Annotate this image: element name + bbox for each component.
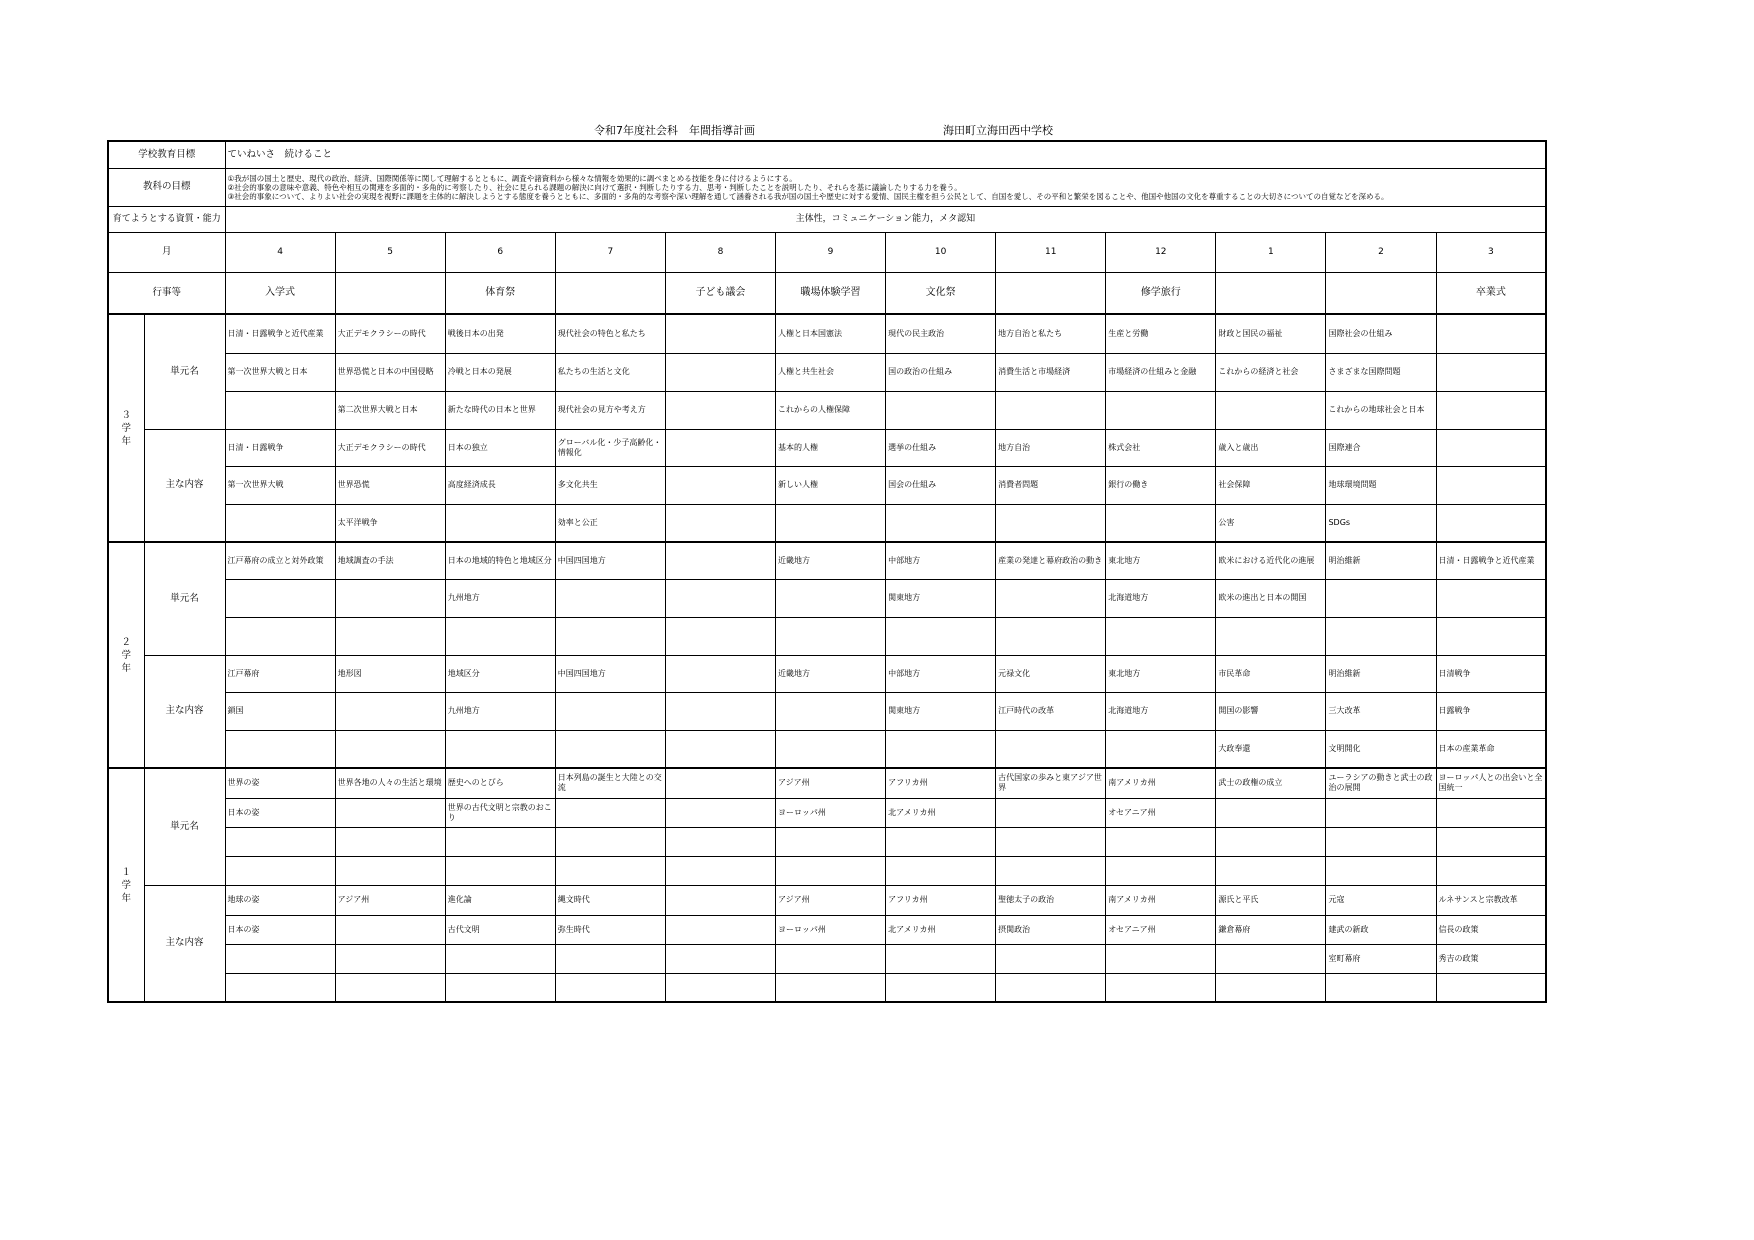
unit-cell: 現代社会の特色と私たち <box>555 314 665 353</box>
unit-cell: 欧米の進出と日本の開国 <box>1216 579 1326 617</box>
unit-cell: ヨーロッパ人との出会いと全国統一 <box>1436 768 1546 798</box>
content-cell <box>665 429 775 466</box>
unit-cell <box>335 798 445 827</box>
unit-cell: 世界各地の人々の生活と環境 <box>335 768 445 798</box>
content-cell: 三大改革 <box>1326 692 1436 730</box>
ability-value: 主体性，コミュニケーション能力，メタ認知 <box>225 206 1546 232</box>
content-cell: 元寇 <box>1326 885 1436 915</box>
content-cell: 効率と公正 <box>555 504 665 542</box>
unit-cell: 北アメリカ州 <box>886 798 996 827</box>
content-cell: 国際連合 <box>1326 429 1436 466</box>
unit-cell <box>775 579 885 617</box>
content-cell: 社会保障 <box>1216 466 1326 504</box>
content-cell: 日清・日露戦争 <box>225 429 335 466</box>
unit-cell: 私たちの生活と文化 <box>555 353 665 391</box>
content-cell <box>1326 973 1436 1002</box>
content-cell: 中部地方 <box>886 655 996 692</box>
content-cell: 日本の産業革命 <box>1436 730 1546 768</box>
content-cell <box>445 973 555 1002</box>
content-cell <box>335 730 445 768</box>
unit-cell <box>1436 827 1546 856</box>
unit-cell <box>445 617 555 655</box>
events-label: 行事等 <box>108 272 225 314</box>
content-cell: 北海道地方 <box>1106 692 1216 730</box>
content-cell: 銀行の働き <box>1106 466 1216 504</box>
month-12: 3 <box>1436 232 1546 272</box>
unit-cell <box>775 827 885 856</box>
unit-cell <box>775 856 885 885</box>
unit-cell <box>1326 617 1436 655</box>
content-label: 主な内容 <box>144 429 225 542</box>
month-1: 4 <box>225 232 335 272</box>
event-cell <box>1326 272 1436 314</box>
content-cell: 室町幕府 <box>1326 944 1436 973</box>
subject-goal-label: 教科の目標 <box>108 168 225 206</box>
content-cell: 地域区分 <box>445 655 555 692</box>
month-6: 9 <box>775 232 885 272</box>
unit-cell <box>665 314 775 353</box>
unit-cell: 世界の姿 <box>225 768 335 798</box>
content-cell <box>665 466 775 504</box>
content-cell: 源氏と平氏 <box>1216 885 1326 915</box>
unit-cell <box>665 856 775 885</box>
unit-label: 単元名 <box>144 768 225 885</box>
event-cell: 子ども議会 <box>665 272 775 314</box>
unit-cell: 人権と共生社会 <box>775 353 885 391</box>
unit-cell: 日清・日露戦争と近代産業 <box>225 314 335 353</box>
unit-cell <box>225 617 335 655</box>
unit-cell: これからの人権保障 <box>775 391 885 429</box>
grade-label-text: １ 学 年 <box>121 866 131 904</box>
content-cell: ヨーロッパ州 <box>775 915 885 944</box>
content-cell <box>665 504 775 542</box>
content-cell <box>665 885 775 915</box>
content-cell: 明治維新 <box>1326 655 1436 692</box>
unit-cell <box>1106 617 1216 655</box>
content-cell <box>665 915 775 944</box>
content-cell: 文明開化 <box>1326 730 1436 768</box>
unit-cell <box>996 579 1106 617</box>
unit-cell: 消費生活と市場経済 <box>996 353 1106 391</box>
month-3: 6 <box>445 232 555 272</box>
unit-cell <box>1326 856 1436 885</box>
content-cell <box>775 504 885 542</box>
unit-cell: アフリカ州 <box>886 768 996 798</box>
content-cell: 元禄文化 <box>996 655 1106 692</box>
unit-cell <box>996 391 1106 429</box>
unit-cell: アジア州 <box>775 768 885 798</box>
month-8: 11 <box>996 232 1106 272</box>
content-cell: グローバル化・少子高齢化・情報化 <box>555 429 665 466</box>
content-cell <box>1216 973 1326 1002</box>
event-cell <box>1216 272 1326 314</box>
content-cell <box>555 944 665 973</box>
ability-label: 育てようとする資質・能力 <box>108 206 225 232</box>
content-label: 主な内容 <box>144 885 225 1002</box>
unit-cell: 江戸幕府の成立と対外政策 <box>225 542 335 579</box>
unit-cell: 第二次世界大戦と日本 <box>335 391 445 429</box>
unit-label: 単元名 <box>144 542 225 655</box>
subject-goal-3: ③社会的事象について、よりよい社会の実現を視野に課題を主体的に解決しようとする態度を養うとともに、多面的・多角的な考察や深い理解を通して涵養される我が国の国土や歴史に対する愛情、国民主権を担う公民として、自国を愛し、その平和と繁栄を図ることや、他国や他国の文化を尊重することの大切さについての自覚などを深める。 <box>227 191 1389 201</box>
unit-cell <box>1326 579 1436 617</box>
content-cell <box>665 973 775 1002</box>
content-cell <box>225 730 335 768</box>
month-label: 月 <box>108 232 225 272</box>
unit-cell <box>335 856 445 885</box>
content-cell <box>665 692 775 730</box>
content-cell: 地球環境問題 <box>1326 466 1436 504</box>
content-cell <box>886 504 996 542</box>
content-cell: 信長の政策 <box>1436 915 1546 944</box>
unit-cell <box>1216 856 1326 885</box>
event-cell: 修学旅行 <box>1106 272 1216 314</box>
unit-cell: 日清・日露戦争と近代産業 <box>1436 542 1546 579</box>
subject-goal-1: ①我が国の国土と歴史、現代の政治、経済、国際関係等に関して理解するとともに、調査や諸資料から様々な情報を効果的に調べまとめる技能を身に付けるようにする。 <box>227 173 797 183</box>
unit-cell <box>1326 798 1436 827</box>
unit-cell <box>1216 827 1326 856</box>
school-goal-label: 学校教育目標 <box>108 141 225 168</box>
unit-cell <box>1326 827 1436 856</box>
unit-cell <box>775 617 885 655</box>
unit-cell: 戦後日本の出発 <box>445 314 555 353</box>
content-cell <box>1106 973 1216 1002</box>
content-cell: 国会の仕組み <box>886 466 996 504</box>
unit-cell <box>886 827 996 856</box>
content-cell <box>445 730 555 768</box>
unit-cell <box>1436 617 1546 655</box>
content-cell: 地形図 <box>335 655 445 692</box>
month-10: 1 <box>1216 232 1326 272</box>
content-cell <box>775 944 885 973</box>
content-cell: 建武の新政 <box>1326 915 1436 944</box>
event-cell: 卒業式 <box>1436 272 1546 314</box>
unit-cell: 人権と日本国憲法 <box>775 314 885 353</box>
content-cell: 秀吉の政策 <box>1436 944 1546 973</box>
content-cell: 鎌倉幕府 <box>1216 915 1326 944</box>
content-cell: アジア州 <box>775 885 885 915</box>
unit-cell: 東北地方 <box>1106 542 1216 579</box>
content-cell: アフリカ州 <box>886 885 996 915</box>
unit-cell <box>996 856 1106 885</box>
content-cell <box>335 915 445 944</box>
content-cell <box>1436 504 1546 542</box>
unit-cell: 財政と国民の福祉 <box>1216 314 1326 353</box>
event-cell <box>555 272 665 314</box>
content-cell: 選挙の仕組み <box>886 429 996 466</box>
unit-cell <box>1436 353 1546 391</box>
content-cell: 開国の影響 <box>1216 692 1326 730</box>
content-cell <box>665 730 775 768</box>
content-cell: 株式会社 <box>1106 429 1216 466</box>
content-cell: 日露戦争 <box>1436 692 1546 730</box>
event-cell <box>996 272 1106 314</box>
event-cell: 入学式 <box>225 272 335 314</box>
unit-cell: 北海道地方 <box>1106 579 1216 617</box>
unit-cell <box>665 353 775 391</box>
unit-cell: 世界の古代文明と宗教のおこり <box>445 798 555 827</box>
unit-cell <box>665 798 775 827</box>
unit-cell <box>555 579 665 617</box>
content-cell <box>1436 466 1546 504</box>
unit-cell <box>445 827 555 856</box>
unit-cell: 武士の政権の成立 <box>1216 768 1326 798</box>
unit-cell <box>335 617 445 655</box>
event-cell: 体育祭 <box>445 272 555 314</box>
content-cell: 日本の独立 <box>445 429 555 466</box>
content-cell <box>1216 944 1326 973</box>
unit-cell: 第一次世界大戦と日本 <box>225 353 335 391</box>
content-cell <box>775 730 885 768</box>
content-cell <box>1436 429 1546 466</box>
content-cell: 消費者問題 <box>996 466 1106 504</box>
unit-cell <box>1436 798 1546 827</box>
unit-cell: 国の政治の仕組み <box>886 353 996 391</box>
unit-cell <box>445 856 555 885</box>
unit-cell: 中国四国地方 <box>555 542 665 579</box>
unit-cell: 日本列島の誕生と大陸との交流 <box>555 768 665 798</box>
unit-cell: 新たな時代の日本と世界 <box>445 391 555 429</box>
school-goal-value: ていねいさ 続けること <box>225 141 1546 168</box>
month-11: 2 <box>1326 232 1436 272</box>
unit-cell <box>1436 856 1546 885</box>
unit-cell: 生産と労働 <box>1106 314 1216 353</box>
unit-cell <box>335 579 445 617</box>
content-cell <box>225 504 335 542</box>
unit-cell: 歴史へのとびら <box>445 768 555 798</box>
unit-cell <box>665 579 775 617</box>
content-cell <box>555 730 665 768</box>
unit-cell: 地方自治と私たち <box>996 314 1106 353</box>
unit-cell <box>225 856 335 885</box>
unit-cell: ユーラシアの動きと武士の政治の展開 <box>1326 768 1436 798</box>
unit-cell <box>886 856 996 885</box>
month-9: 12 <box>1106 232 1216 272</box>
unit-cell: 地域調査の手法 <box>335 542 445 579</box>
content-cell: オセアニア州 <box>1106 915 1216 944</box>
unit-cell <box>225 827 335 856</box>
content-cell <box>335 973 445 1002</box>
month-7: 10 <box>886 232 996 272</box>
unit-cell <box>886 391 996 429</box>
content-cell: 高度経済成長 <box>445 466 555 504</box>
unit-cell: これからの地球社会と日本 <box>1326 391 1436 429</box>
content-cell <box>665 944 775 973</box>
unit-cell <box>555 827 665 856</box>
unit-cell <box>555 856 665 885</box>
unit-cell: 近畿地方 <box>775 542 885 579</box>
unit-cell: 明治維新 <box>1326 542 1436 579</box>
content-cell <box>1106 730 1216 768</box>
unit-cell: 南アメリカ州 <box>1106 768 1216 798</box>
month-2: 5 <box>335 232 445 272</box>
unit-cell <box>1436 314 1546 353</box>
unit-cell: 大正デモクラシーの時代 <box>335 314 445 353</box>
unit-cell: ヨーロッパ州 <box>775 798 885 827</box>
unit-cell <box>1216 391 1326 429</box>
unit-cell <box>886 617 996 655</box>
content-cell: アジア州 <box>335 885 445 915</box>
content-cell: 南アメリカ州 <box>1106 885 1216 915</box>
subject-goals <box>225 168 1546 206</box>
content-cell: 古代文明 <box>445 915 555 944</box>
content-cell: 日清戦争 <box>1436 655 1546 692</box>
month-5: 8 <box>665 232 775 272</box>
content-cell: 地球の姿 <box>225 885 335 915</box>
grade-label-text: ２ 学 年 <box>121 636 131 674</box>
content-cell <box>225 973 335 1002</box>
content-cell <box>775 692 885 730</box>
unit-cell <box>1106 827 1216 856</box>
content-cell: 近畿地方 <box>775 655 885 692</box>
unit-cell <box>225 391 335 429</box>
content-cell: 第一次世界大戦 <box>225 466 335 504</box>
content-cell: 縄文時代 <box>555 885 665 915</box>
unit-cell <box>225 579 335 617</box>
unit-cell <box>1216 617 1326 655</box>
grade-label-3 <box>108 768 144 1002</box>
content-cell <box>665 655 775 692</box>
content-cell: 江戸幕府 <box>225 655 335 692</box>
content-cell <box>1106 944 1216 973</box>
content-cell <box>886 730 996 768</box>
content-cell: 中国四国地方 <box>555 655 665 692</box>
unit-cell <box>555 617 665 655</box>
page-title: 令和7年度社会科 年間指導計画 <box>594 124 755 137</box>
content-cell <box>1436 973 1546 1002</box>
content-cell: 進化論 <box>445 885 555 915</box>
unit-cell <box>996 798 1106 827</box>
content-cell: 地方自治 <box>996 429 1106 466</box>
content-cell <box>555 973 665 1002</box>
content-cell: 新しい人権 <box>775 466 885 504</box>
content-cell: 北アメリカ州 <box>886 915 996 944</box>
plan-table <box>107 140 1547 1003</box>
grade-label-text: ３ 学 年 <box>121 409 131 447</box>
unit-cell: 世界恐慌と日本の中国侵略 <box>335 353 445 391</box>
unit-cell <box>996 617 1106 655</box>
content-cell: 基本的人権 <box>775 429 885 466</box>
unit-cell <box>665 542 775 579</box>
content-cell: 弥生時代 <box>555 915 665 944</box>
content-cell: 公害 <box>1216 504 1326 542</box>
unit-cell: 現代社会の見方や考え方 <box>555 391 665 429</box>
unit-cell <box>1216 798 1326 827</box>
unit-cell: 古代国家の歩みと東アジア世界 <box>996 768 1106 798</box>
content-cell: 市民革命 <box>1216 655 1326 692</box>
content-cell: 聖徳太子の政治 <box>996 885 1106 915</box>
unit-cell <box>1106 391 1216 429</box>
month-4: 7 <box>555 232 665 272</box>
grade-label-1 <box>108 314 144 542</box>
content-cell: 日本の姿 <box>225 915 335 944</box>
content-cell <box>996 973 1106 1002</box>
content-cell <box>1106 504 1216 542</box>
unit-cell: これからの経済と社会 <box>1216 353 1326 391</box>
unit-cell <box>665 617 775 655</box>
content-cell <box>996 944 1106 973</box>
unit-cell <box>665 827 775 856</box>
unit-cell: 欧米における近代化の進展 <box>1216 542 1326 579</box>
unit-cell <box>665 391 775 429</box>
unit-cell: 日本の地域的特色と地域区分 <box>445 542 555 579</box>
unit-cell <box>1436 579 1546 617</box>
content-cell: 大正デモクラシーの時代 <box>335 429 445 466</box>
event-cell <box>335 272 445 314</box>
content-cell: 鎖国 <box>225 692 335 730</box>
unit-label: 単元名 <box>144 314 225 429</box>
content-cell: 摂関政治 <box>996 915 1106 944</box>
unit-cell: 関東地方 <box>886 579 996 617</box>
unit-cell: さまざまな国際問題 <box>1326 353 1436 391</box>
unit-cell <box>1436 391 1546 429</box>
content-cell <box>445 944 555 973</box>
content-cell <box>996 730 1106 768</box>
unit-cell <box>996 827 1106 856</box>
content-cell: 九州地方 <box>445 692 555 730</box>
content-cell: 太平洋戦争 <box>335 504 445 542</box>
unit-cell: 冷戦と日本の発展 <box>445 353 555 391</box>
content-cell <box>775 973 885 1002</box>
event-cell: 文化祭 <box>886 272 996 314</box>
content-cell <box>886 944 996 973</box>
content-cell <box>996 504 1106 542</box>
content-cell <box>335 944 445 973</box>
unit-cell: 産業の発達と幕府政治の動き <box>996 542 1106 579</box>
unit-cell: 市場経済の仕組みと金融 <box>1106 353 1216 391</box>
subject-goal-2: ②社会的事象の意味や意義、特色や相互の関連を多面的・多角的に考察したり、社会に見られる課題の解決に向けて選択・判断したりする力、思考・判断したことを説明したり、それらを基に議論したりする力を養う。 <box>227 182 962 192</box>
unit-cell <box>335 827 445 856</box>
content-cell: 江戸時代の改革 <box>996 692 1106 730</box>
unit-cell: 九州地方 <box>445 579 555 617</box>
content-cell <box>445 504 555 542</box>
content-cell: 多文化共生 <box>555 466 665 504</box>
content-cell: 関東地方 <box>886 692 996 730</box>
content-cell: ルネサンスと宗教改革 <box>1436 885 1546 915</box>
content-cell <box>335 692 445 730</box>
unit-cell: 現代の民主政治 <box>886 314 996 353</box>
event-cell: 職場体験学習 <box>775 272 885 314</box>
unit-cell: 国際社会の仕組み <box>1326 314 1436 353</box>
unit-cell <box>555 798 665 827</box>
unit-cell <box>665 768 775 798</box>
content-label: 主な内容 <box>144 655 225 768</box>
unit-cell: 日本の姿 <box>225 798 335 827</box>
grade-label-2 <box>108 542 144 768</box>
unit-cell: オセアニア州 <box>1106 798 1216 827</box>
content-cell: 大政奉還 <box>1216 730 1326 768</box>
content-cell: 東北地方 <box>1106 655 1216 692</box>
content-cell <box>225 944 335 973</box>
content-cell <box>555 692 665 730</box>
content-cell <box>886 973 996 1002</box>
school-name: 海田町立海田西中学校 <box>943 124 1053 137</box>
unit-cell <box>1106 856 1216 885</box>
content-cell: 世界恐慌 <box>335 466 445 504</box>
unit-cell: 中部地方 <box>886 542 996 579</box>
content-cell: SDGs <box>1326 504 1436 542</box>
content-cell: 歳入と歳出 <box>1216 429 1326 466</box>
